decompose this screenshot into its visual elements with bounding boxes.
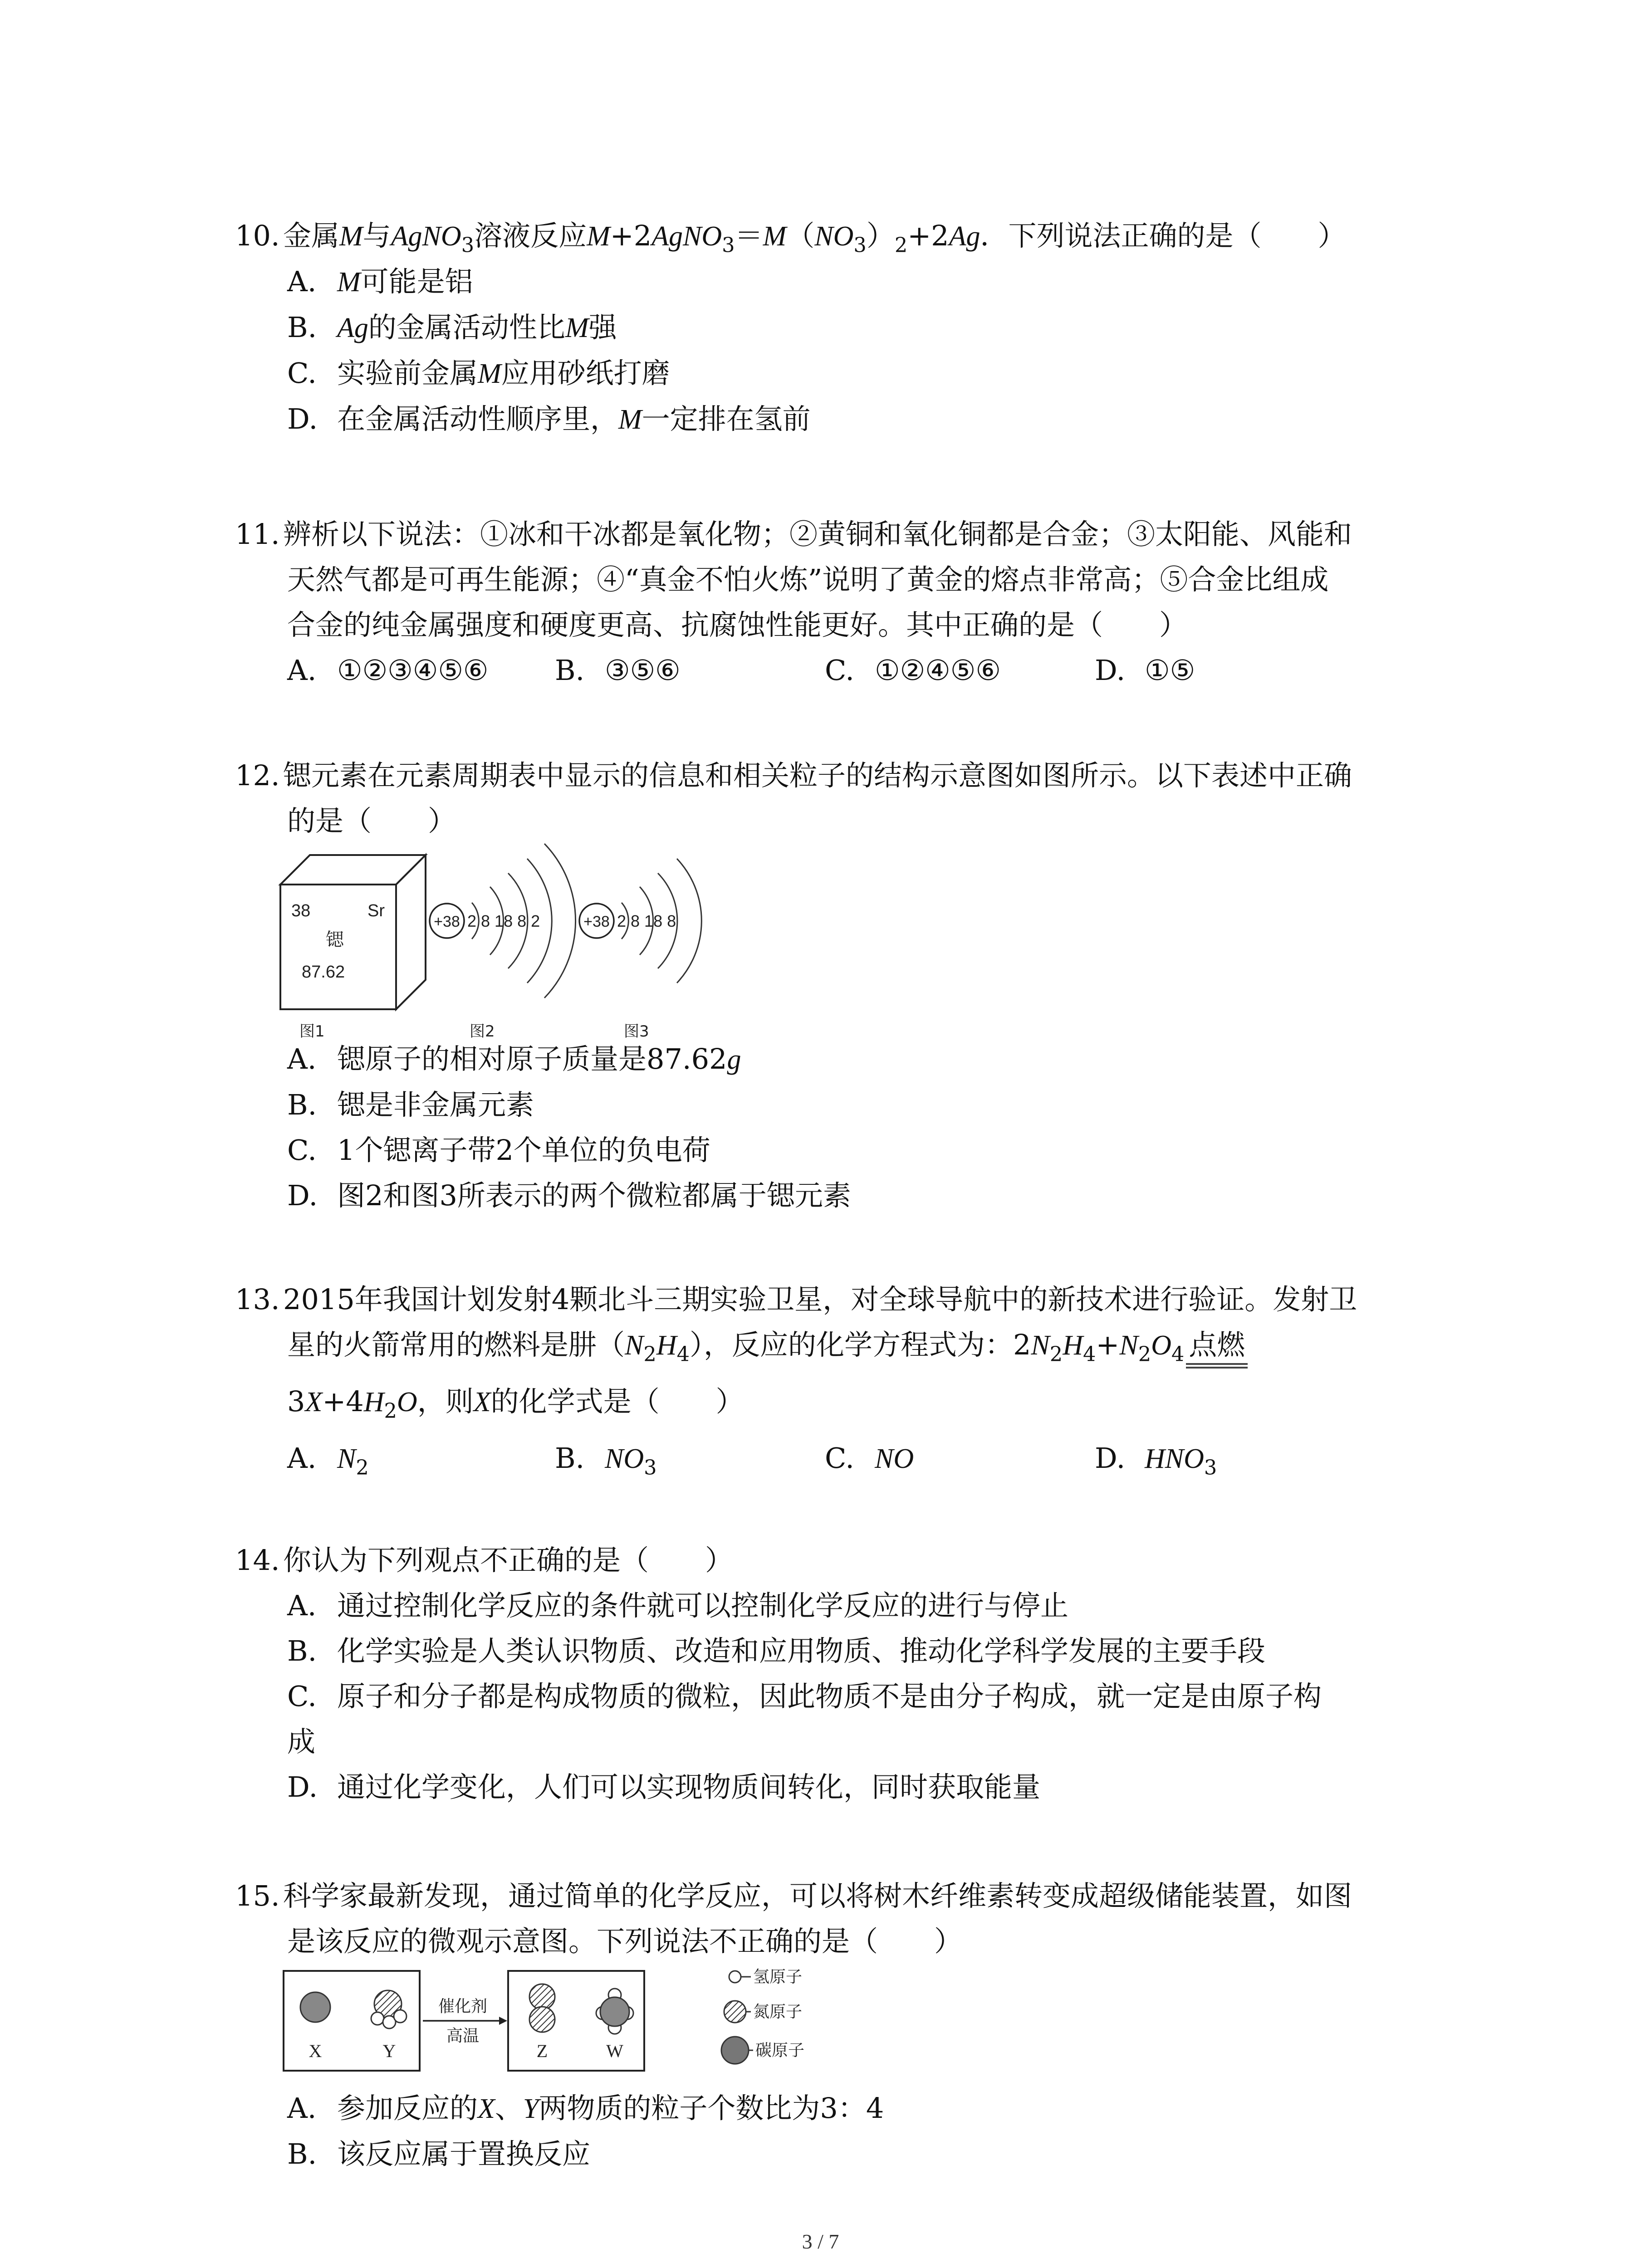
option-d[interactable] — [1095, 1436, 1217, 1481]
option-label: D. — [1095, 654, 1126, 687]
question-stem — [235, 512, 1446, 557]
label-z: Z — [536, 2041, 548, 2061]
subscript: 4 — [1171, 1342, 1185, 1366]
text-run: 的金属活动性比 — [368, 311, 565, 344]
option-text: 化学实验是人类认识物质、改造和应用物质、推动化学科学发展的主要手段 — [337, 1634, 1266, 1667]
question-stem — [235, 1538, 1446, 1583]
option-b[interactable] — [240, 2131, 1446, 2177]
option-label: B. — [287, 1088, 317, 1121]
question-13 — [235, 1277, 1446, 1481]
option-text: 通过控制化学反应的条件就可以控制化学反应的进行与停止 — [337, 1589, 1069, 1622]
text-run: +2 — [610, 219, 652, 252]
question-text: 你认为下列观点不正确的是（ ） — [283, 1544, 734, 1577]
question-10 — [235, 213, 1446, 442]
text-run: +2 — [907, 219, 949, 252]
page-number: 3 / 7 — [802, 2230, 839, 2253]
math-symbol: NO — [875, 1443, 914, 1474]
option-label: B. — [287, 2137, 317, 2170]
math-symbol: Ag — [949, 221, 980, 252]
question-number: 15. — [235, 1879, 280, 1912]
question-line — [240, 1379, 1446, 1425]
atomic-mass: 87.62 — [302, 963, 345, 982]
option-label: C. — [287, 357, 317, 390]
atom-diagram-3 — [579, 859, 701, 983]
math-symbol: g — [727, 1044, 741, 1075]
option-a[interactable] — [240, 1583, 1446, 1628]
option-text — [337, 1042, 741, 1075]
text-run: 图2和图3所表示的两个微粒都属于锶元素 — [337, 1179, 851, 1212]
math-symbol: NO — [814, 221, 854, 252]
option-text — [337, 402, 811, 435]
text-run: ，则 — [417, 1385, 474, 1418]
text-run: 一定排在氢前 — [642, 402, 811, 435]
option-b[interactable] — [240, 1082, 1446, 1128]
option-text: 成 — [287, 1725, 316, 1758]
option-text: ①②④⑤⑥ — [875, 654, 1001, 687]
electron-shells: 2 8 18 8 — [617, 912, 676, 930]
subscript: 3 — [644, 1456, 657, 1480]
text-run: 1个锶离子带2个单位的负电荷 — [337, 1134, 710, 1167]
legend-carbon: 碳原子 — [755, 2041, 805, 2060]
subscript: 4 — [1083, 1342, 1096, 1366]
option-label: A. — [287, 654, 317, 687]
option-a[interactable] — [287, 648, 489, 693]
equation-reactants — [287, 1328, 1185, 1366]
atomic-number: 38 — [291, 901, 311, 920]
question-line: 科学家最新发现，通过简单的化学反应，可以将树木纤维素转变成超级储能装置，如图 — [283, 1879, 1352, 1912]
text-run: 3 — [287, 1385, 305, 1418]
option-text — [605, 1442, 657, 1480]
math-symbol: HNO — [1145, 1443, 1204, 1474]
figure-caption-1: 图1 — [299, 1022, 325, 1041]
option-label: C. — [287, 1680, 317, 1713]
math-symbol: M — [763, 221, 787, 252]
math-symbol: M — [565, 313, 589, 343]
math-symbol: O — [1151, 1330, 1171, 1361]
option-text — [337, 1088, 534, 1121]
options-row — [240, 648, 1446, 693]
option-text: ①⑤ — [1145, 654, 1195, 687]
reaction-arrow — [423, 1997, 507, 2045]
math-symbol: AgNO — [652, 221, 722, 252]
option-text — [337, 311, 617, 344]
option-text: ①②③④⑤⑥ — [337, 654, 489, 687]
question-line: 是该反应的微观示意图。下列说法不正确的是（ ） — [287, 1925, 963, 1958]
option-label: D. — [1095, 1442, 1126, 1475]
text-run: （ — [786, 219, 815, 252]
reaction-micro-figure — [281, 1964, 889, 2077]
text-run: 该反应属于置换反应 — [337, 2137, 591, 2170]
question-line: 的是（ ） — [287, 804, 456, 837]
option-label: A. — [287, 1442, 317, 1475]
option-label: A. — [287, 1589, 317, 1622]
option-text: 原子和分子都是构成物质的微粒，因此物质不是由分子构成，就一定是由原子构 — [337, 1680, 1322, 1713]
text-run: 星的火箭常用的燃料是肼（ — [287, 1328, 625, 1361]
text-run: +4 — [322, 1385, 364, 1418]
math-symbol: H — [656, 1330, 677, 1361]
option-b[interactable] — [240, 1628, 1446, 1674]
question-number: 11. — [235, 518, 280, 551]
question-stem — [235, 753, 1446, 798]
question-14 — [235, 1538, 1446, 1810]
option-text — [337, 2137, 590, 2170]
subscript: 3 — [722, 233, 735, 257]
text-run: ） — [866, 219, 895, 252]
atom-diagram-2 — [430, 844, 576, 998]
subscript: 2 — [1138, 1342, 1151, 1366]
option-label: A. — [287, 2092, 317, 2125]
label-y: Y — [382, 2041, 396, 2061]
option-text — [337, 1442, 369, 1480]
text-run: 参加反应的 — [337, 2092, 478, 2125]
legend — [721, 1968, 804, 2064]
subscript: 4 — [676, 1342, 690, 1366]
option-a[interactable] — [287, 1436, 369, 1481]
math-symbol: H — [363, 1387, 384, 1418]
question-15-options — [240, 2086, 1446, 2177]
question-text — [283, 219, 1346, 257]
math-symbol: N — [1119, 1330, 1138, 1361]
carbon-legend-icon — [721, 2037, 749, 2064]
option-text — [337, 265, 473, 298]
option-label: A. — [287, 265, 317, 298]
element-symbol: Sr — [367, 901, 385, 920]
option-b[interactable] — [555, 648, 681, 693]
math-symbol: Ag — [337, 313, 368, 343]
question-stem — [235, 1277, 1446, 1322]
math-symbol: M — [478, 358, 501, 389]
option-a[interactable] — [240, 1036, 1446, 1082]
text-run: ），反应的化学方程式为：2 — [689, 1328, 1031, 1361]
option-text — [337, 2092, 884, 2125]
option-label: B. — [555, 1442, 585, 1475]
option-b[interactable] — [555, 1436, 657, 1481]
question-line: 天然气都是可再生能源；④“真金不怕火炼”说明了黄金的熔点非常高；⑤合金比组成 — [287, 563, 1329, 596]
option-c[interactable] — [240, 1674, 1446, 1719]
nitrogen-legend-icon — [724, 2001, 746, 2023]
question-stem — [235, 213, 1446, 259]
option-text — [337, 357, 670, 390]
temperature-label: 高温 — [446, 2027, 480, 2045]
text-run: 应用砂纸打磨 — [501, 357, 670, 390]
periodic-cell — [280, 855, 426, 1009]
question-stem — [235, 1873, 1446, 1919]
text-run: 的化学式是（ ） — [490, 1385, 744, 1418]
legend-hydrogen: 氢原子 — [753, 1968, 803, 1986]
text-run: ．下列说法正确的是（ ） — [980, 219, 1346, 252]
option-label: A. — [287, 1042, 317, 1075]
math-symbol: H — [1063, 1330, 1083, 1361]
question-12-options — [240, 1036, 1446, 1218]
option-a[interactable] — [240, 259, 1446, 305]
subscript: 2 — [894, 233, 908, 257]
option-c[interactable] — [240, 1128, 1446, 1173]
question-number: 13. — [235, 1283, 280, 1316]
option-c[interactable] — [825, 648, 1001, 693]
text-run: 实验前金属 — [337, 357, 478, 390]
label-x: X — [309, 2041, 322, 2061]
reaction-condition: 点燃 — [1186, 1322, 1248, 1368]
option-text — [337, 1179, 851, 1212]
equation-products — [287, 1385, 744, 1423]
subscript: 2 — [1049, 1342, 1063, 1366]
math-symbol: O — [397, 1387, 417, 1418]
question-number: 10. — [235, 219, 280, 252]
carbon-atom — [300, 1992, 330, 2022]
option-label: C. — [825, 654, 854, 687]
option-c[interactable] — [825, 1436, 914, 1481]
math-symbol: X — [478, 2093, 495, 2124]
option-text — [1145, 1442, 1217, 1480]
subscript: 3 — [1204, 1456, 1217, 1480]
question-11 — [235, 512, 1446, 693]
option-text — [875, 1442, 914, 1475]
option-a[interactable] — [240, 2086, 1446, 2131]
subscript: 2 — [384, 1399, 397, 1423]
option-label: D. — [287, 402, 318, 435]
nucleus-charge: +38 — [434, 913, 460, 930]
figure-caption-3: 图3 — [624, 1022, 649, 1041]
option-label: D. — [287, 1179, 318, 1212]
option-label: C. — [287, 1134, 317, 1167]
math-symbol: M — [587, 221, 610, 252]
question-number: 14. — [235, 1544, 280, 1577]
option-text — [337, 1134, 710, 1167]
option-c[interactable] — [240, 351, 1446, 396]
text-run: 、 — [495, 2092, 523, 2125]
question-line: 锶元素在元素周期表中显示的信息和相关粒子的结构示意图如图所示。以下表述中正确 — [283, 759, 1352, 792]
math-symbol: X — [305, 1387, 323, 1418]
text-run: 锶原子的相对原子质量是87.62 — [337, 1042, 727, 1075]
text-run: 强 — [588, 311, 617, 344]
strontium-figure — [277, 841, 730, 1041]
text-run: 锶是非金属元素 — [337, 1088, 534, 1121]
question-line: 合金的纯金属强度和硬度更高、抗腐蚀性能更好。其中正确的是（ ） — [287, 608, 1188, 641]
electron-shells: 2 8 18 8 2 — [467, 912, 540, 930]
math-symbol: N — [625, 1330, 644, 1361]
nucleus-charge: +38 — [583, 913, 610, 930]
math-symbol: M — [337, 267, 361, 298]
question-line: 2015年我国计划发射4颗北斗三期实验卫星，对全球导航中的新技术进行验证。发射卫 — [283, 1283, 1357, 1316]
option-label: B. — [555, 654, 585, 687]
option-c-continuation — [240, 1719, 1446, 1765]
option-label: B. — [287, 311, 317, 344]
text-run: 在金属活动性顺序里， — [337, 402, 619, 435]
option-label: B. — [287, 1634, 317, 1667]
option-d[interactable] — [1095, 648, 1195, 693]
math-symbol: AgNO — [391, 221, 461, 252]
question-12 — [235, 753, 1446, 844]
text-run: 金属 — [283, 219, 340, 252]
text-run: 可能是铝 — [360, 265, 473, 298]
option-text: ③⑤⑥ — [605, 654, 681, 687]
figure-caption-2: 图2 — [470, 1022, 495, 1041]
option-label: C. — [825, 1442, 854, 1475]
subscript: 2 — [643, 1342, 656, 1366]
legend-nitrogen: 氮原子 — [753, 2003, 803, 2021]
element-name: 锶 — [326, 930, 344, 950]
question-line — [240, 1322, 1446, 1368]
math-symbol: M — [618, 404, 642, 435]
text-run: 溶液反应 — [474, 219, 587, 252]
options-row — [240, 1436, 1446, 1481]
text-run: 与 — [362, 219, 391, 252]
subscript: 2 — [356, 1456, 369, 1480]
math-symbol: M — [339, 221, 363, 252]
math-symbol: Y — [523, 2093, 539, 2124]
option-b[interactable] — [240, 305, 1446, 351]
option-d[interactable] — [240, 1173, 1446, 1218]
math-symbol: NO — [605, 1443, 644, 1474]
subscript: 3 — [853, 233, 867, 257]
math-symbol: N — [1031, 1330, 1050, 1361]
option-d[interactable] — [240, 396, 1446, 442]
question-line: 辨析以下说法：①冰和干冰都是氧化物；②黄铜和氧化铜都是合金；③太阳能、风能和 — [283, 518, 1352, 551]
hydrogen-legend-icon — [729, 1971, 741, 1983]
option-d[interactable] — [240, 1765, 1446, 1810]
option-text: 通过化学变化，人们可以实现物质间转化，同时获取能量 — [337, 1770, 1041, 1804]
catalyst-label: 催化剂 — [438, 1997, 488, 2016]
label-w: W — [606, 2041, 623, 2061]
subscript: 3 — [461, 233, 475, 257]
text-run: + — [1096, 1328, 1120, 1361]
text-run: 两物质的粒子个数比为3：4 — [539, 2092, 884, 2125]
question-15 — [235, 1873, 1446, 1964]
math-symbol: X — [473, 1387, 491, 1418]
math-symbol: N — [337, 1443, 356, 1474]
text-run: ＝ — [735, 219, 763, 252]
option-label: D. — [287, 1770, 318, 1804]
question-number: 12. — [235, 759, 280, 792]
